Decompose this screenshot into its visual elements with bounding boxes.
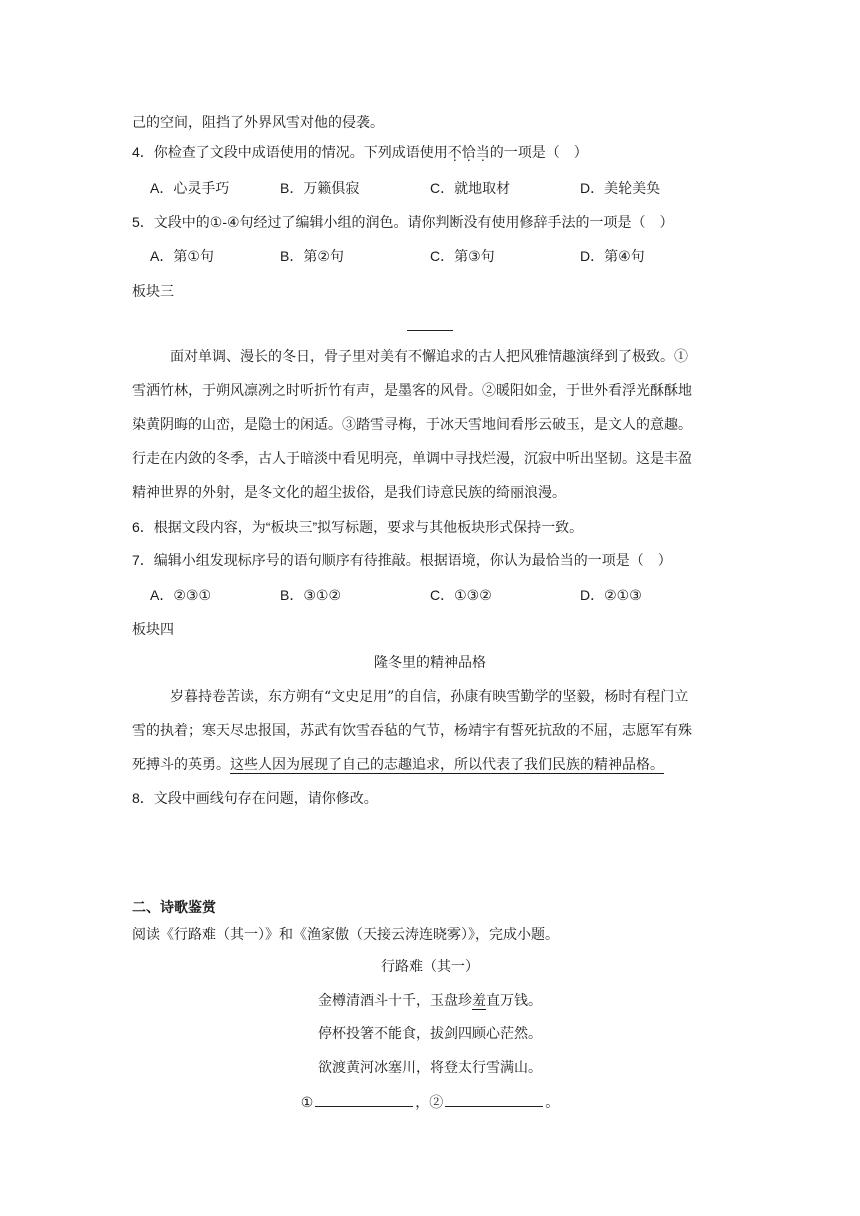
question-5-options	[150, 246, 710, 266]
option-a[interactable]: A．②③①	[150, 587, 211, 603]
question-6-stem: 6．根据文段内容，为“板块三”拟写标题，要求与其他板块形式保持一致。	[132, 519, 584, 535]
section-4-label: 板块四	[132, 621, 174, 637]
question-8-stem: 8．文段中画线句存在问题，请你修改。	[132, 790, 378, 806]
poem-line-1: 金樽清酒斗十千，玉盘珍羞直万钱。	[318, 993, 542, 1009]
part-2-instruction: 阅读《行路难（其一）》和《渔家傲（天接云涛连晓雾）》，完成小题。	[132, 926, 559, 942]
poem-line-2: 停杯投箸不能食，拔剑四顾心茫然。	[318, 1026, 542, 1042]
option-b[interactable]: B．③①②	[280, 587, 341, 603]
option-c[interactable]: C．就地取材	[430, 180, 511, 196]
part-2-heading: 二、诗歌鉴赏	[132, 899, 216, 915]
option-b[interactable]: B．万籁俱寂	[280, 180, 360, 196]
underlined-sentence: 这些人因为展现了自己的志趣追求，所以代表了我们民族的精神品格。	[230, 757, 664, 773]
answer-blank-2[interactable]	[445, 1092, 543, 1107]
section-3-line-3: 染黄阴晦的山峦，是隐士的闲适。③踏雪寻梅，于冰天雪地间看彤云破玉，是文人的意趣。	[132, 417, 692, 433]
option-a[interactable]: A．第①句	[150, 248, 214, 264]
option-d[interactable]: D．第④句	[580, 248, 645, 264]
section-3-line-1: 面对单调、漫长的冬日，骨子里对美有不懈追求的古人把风雅情趣演绎到了极致。①	[170, 349, 688, 365]
answer-blank-1[interactable]	[315, 1092, 413, 1107]
section-4-line-1: 岁暮持卷苦读，东方朔有“文史足用”的自信，孙康有映雪勤学的坚毅，杨时有程门立	[170, 689, 689, 705]
question-7-options	[150, 585, 710, 605]
option-a[interactable]: A．心灵手巧	[150, 180, 230, 196]
section-4-line-3: 死搏斗的英勇。这些人因为展现了自己的志趣追求，所以代表了我们民族的精神品格。	[132, 757, 664, 773]
question-7-stem: 7．编辑小组发现标序号的语句顺序有待推敲。根据语境，你认为最恰当的一项是（ ）	[132, 552, 672, 568]
option-d[interactable]: D．②①③	[580, 587, 642, 603]
section-3-line-2: 雪洒竹林，于朔风凛冽之时听折竹有声，是墨客的风骨。②暖阳如金，于世外看浮光酥酥地	[132, 383, 692, 399]
passage-tail: 己的空间，阻挡了外界风雪对他的侵袭。	[132, 114, 384, 130]
section-4-title: 隆冬里的精神品格	[374, 655, 486, 671]
section-3-line-4: 行走在内敛的冬季，古人于暗淡中看见明亮，单调中寻找烂漫，沉寂中听出坚韧。这是丰盈	[132, 451, 692, 467]
option-d[interactable]: D．美轮美奂	[580, 180, 661, 196]
question-4-stem: 4．你检查了文段中成语使用的情况。下列成语使用不恰当的一项是（ ）	[132, 144, 588, 160]
section-3-title-blank	[407, 330, 453, 331]
option-b[interactable]: B．第②句	[280, 248, 344, 264]
option-c[interactable]: C．①③②	[430, 587, 492, 603]
section-3-line-5: 精神世界的外射，是冬文化的超尘拔俗，是我们诗意民族的绮丽浪漫。	[132, 485, 566, 501]
poem-blank-line: ① ，② 。	[0, 1092, 860, 1113]
poem-title: 行路难（其一）	[381, 959, 479, 975]
section-3-label: 板块三	[132, 283, 174, 299]
question-5-stem: 5．文段中的①-④句经过了编辑小组的润色。请你判断没有使用修辞手法的一项是（ ）	[132, 214, 674, 230]
option-c[interactable]: C．第③句	[430, 248, 495, 264]
section-4-line-2: 雪的执着；寒天尽忠报国，苏武有饮雪吞毡的气节，杨靖宇有誓死抗敌的不屈，志愿军有殊	[132, 723, 692, 739]
poem-line-3: 欲渡黄河冰塞川，将登太行雪满山。	[318, 1060, 542, 1076]
question-4-options	[150, 178, 710, 198]
